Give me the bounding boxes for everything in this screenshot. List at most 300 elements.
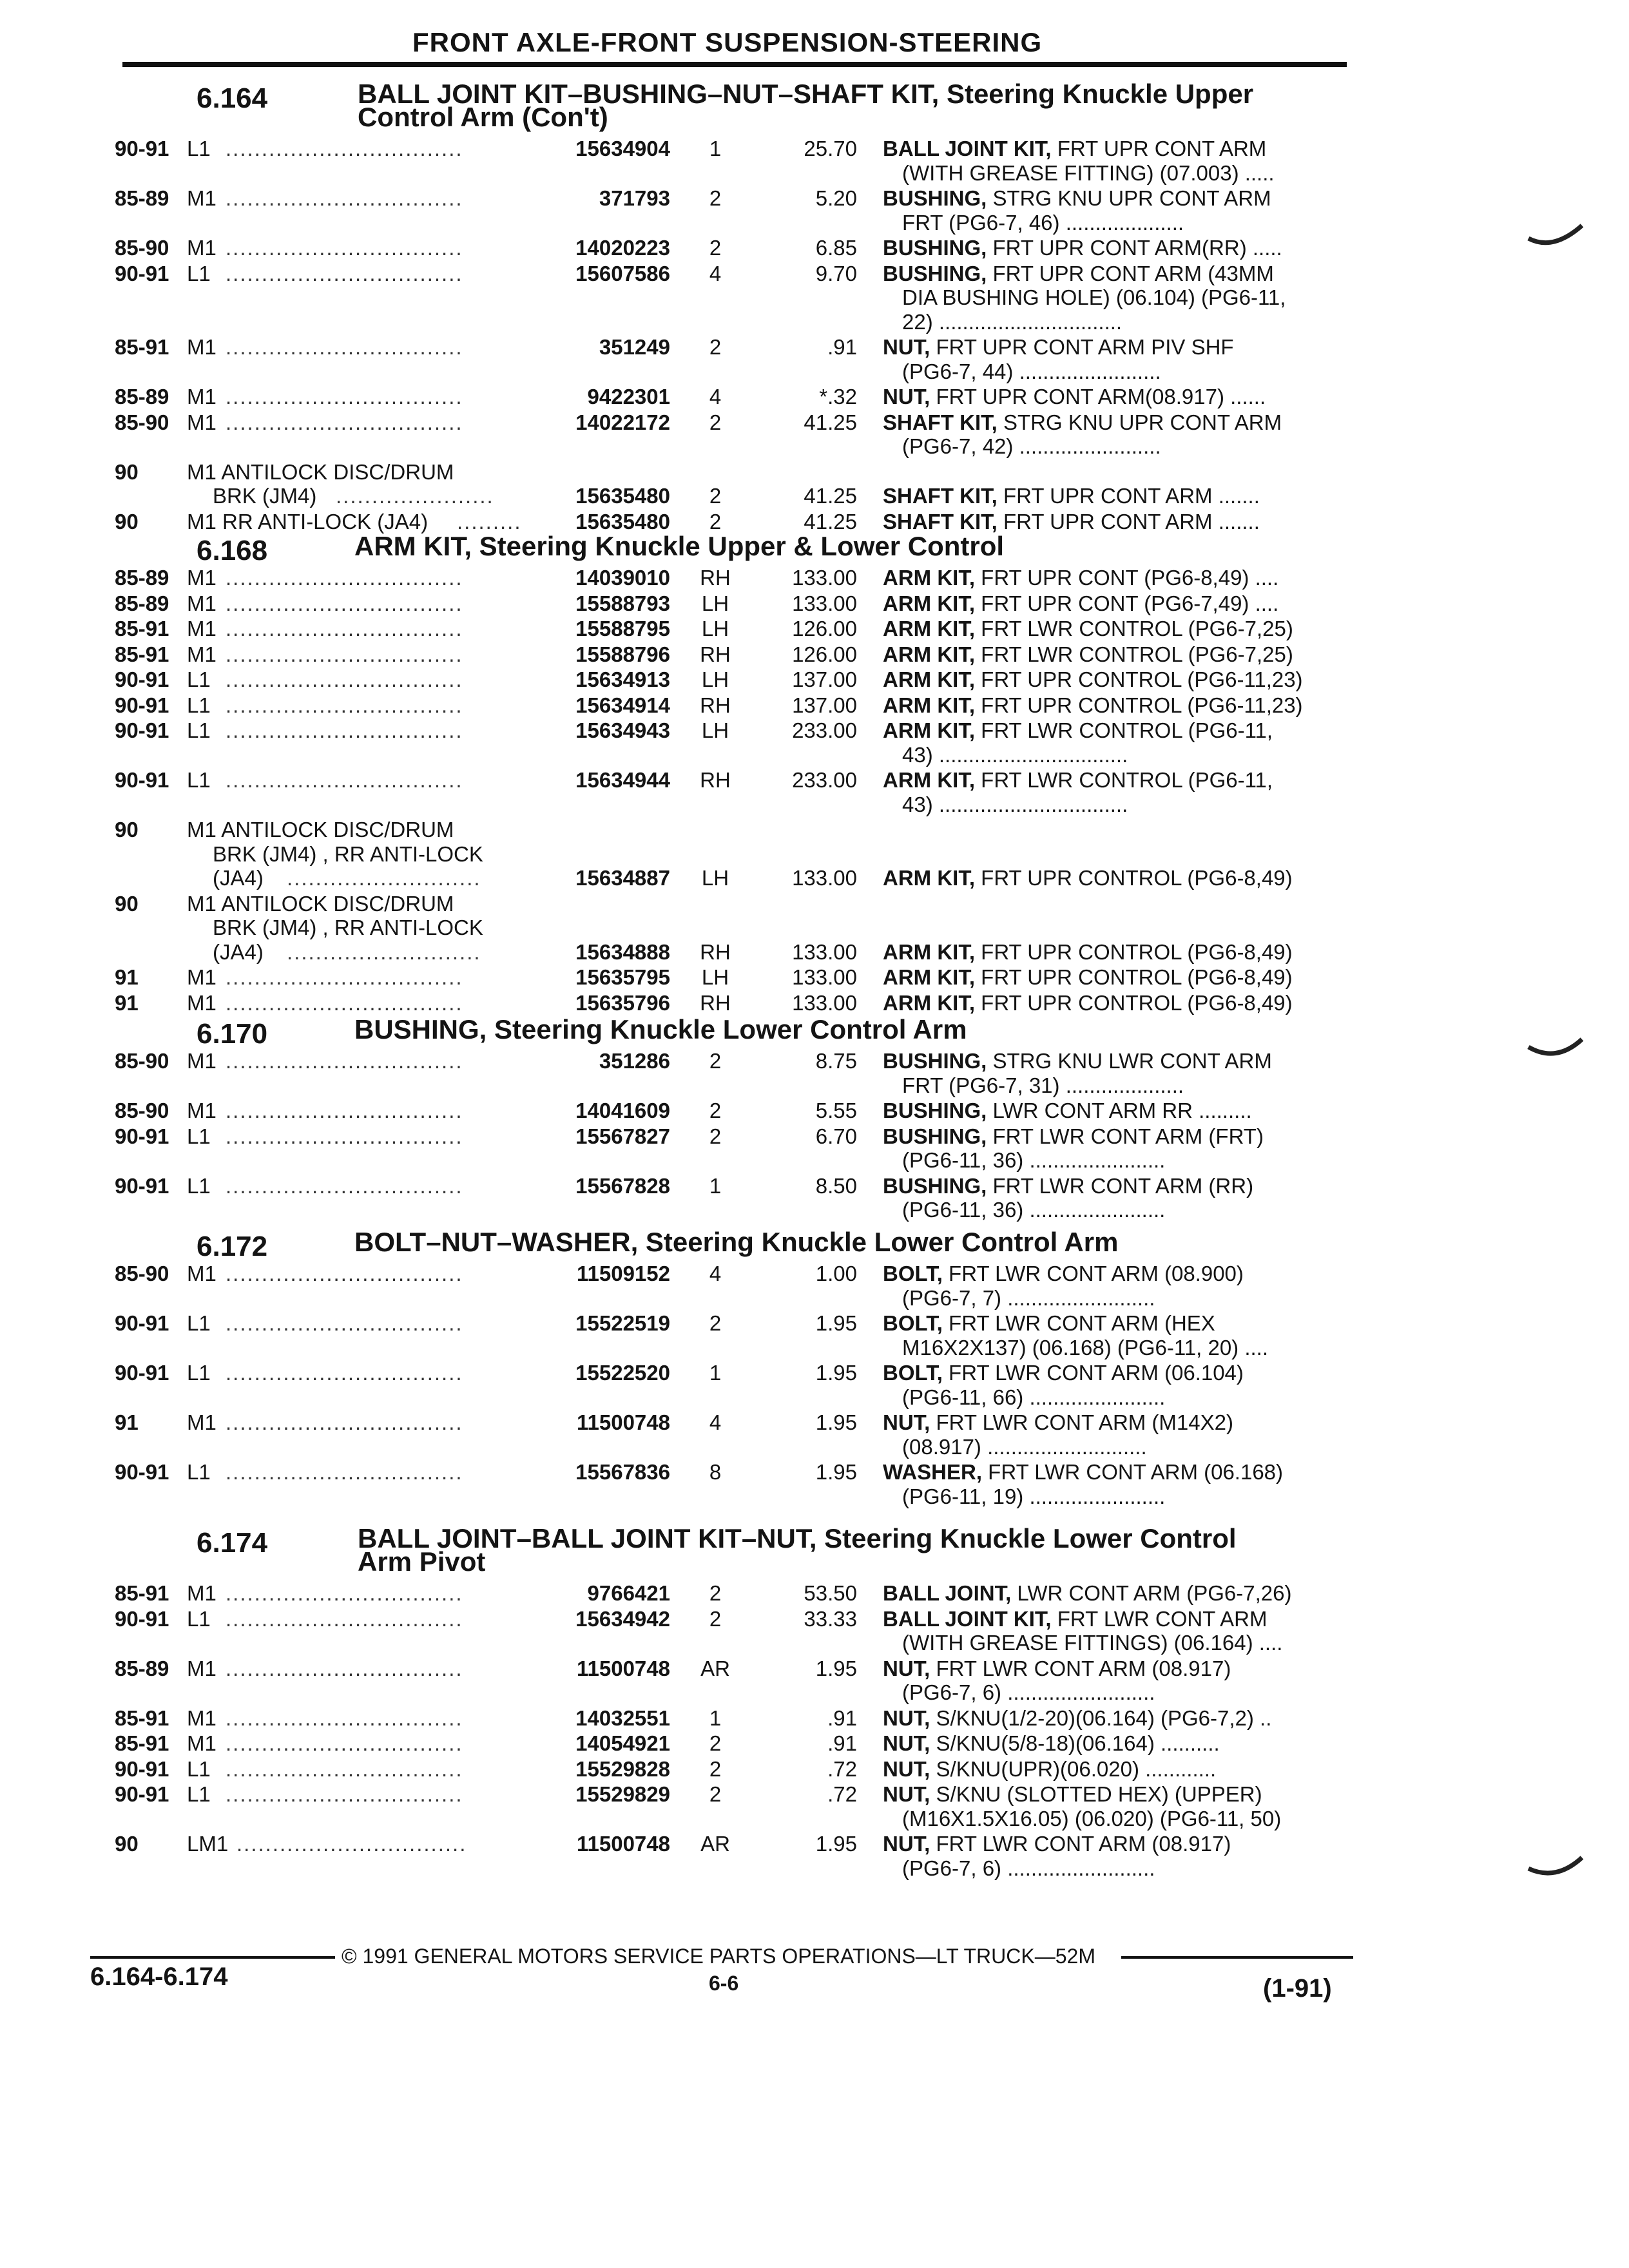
section-title: Control Arm (Con't) bbox=[358, 102, 608, 132]
leader-dots: ................................. bbox=[226, 410, 463, 434]
row-model: M1 bbox=[187, 965, 217, 989]
description-text: FRT (PG6-7, 46) .................... bbox=[902, 210, 1184, 235]
row-description bbox=[883, 236, 1282, 260]
row-description bbox=[883, 1460, 1283, 1484]
description-keyword: ARM KIT, bbox=[883, 693, 975, 717]
row-quantity: AR bbox=[700, 1832, 730, 1856]
leader-dots: ................................. bbox=[226, 385, 463, 408]
description-keyword: SHAFT KIT, bbox=[883, 484, 998, 508]
row-price: 1.95 bbox=[815, 1410, 857, 1434]
description-text: (WITH GREASE FITTINGS) (06.164) .... bbox=[902, 1631, 1283, 1655]
description-text: (M16X1.5X16.05) (06.020) (PG6-11, 50) bbox=[902, 1806, 1282, 1831]
description-text: FRT LWR CONT ARM (FRT) bbox=[987, 1124, 1264, 1148]
description-text: S/KNU(5/8-18)(06.164) .......... bbox=[930, 1731, 1220, 1755]
row-model: M1 ANTILOCK DISC/DRUM bbox=[187, 891, 454, 916]
row-model: L1 bbox=[187, 1311, 211, 1335]
row-price: 133.00 bbox=[792, 965, 857, 989]
row-quantity: 4 bbox=[709, 261, 722, 285]
scan-mark bbox=[1527, 1852, 1585, 1891]
leader-dots: ................................. bbox=[226, 668, 463, 691]
description-text: FRT UPR CONTROL (PG6-8,49) bbox=[975, 990, 1293, 1015]
description-keyword: ARM KIT, bbox=[883, 591, 975, 615]
row-years: 85-90 bbox=[115, 1049, 169, 1073]
row-quantity: 8 bbox=[709, 1460, 722, 1484]
row-quantity: 2 bbox=[709, 1311, 722, 1335]
description-text: FRT LWR CONT ARM bbox=[1051, 1606, 1268, 1631]
row-price: 25.70 bbox=[804, 137, 857, 160]
row-price: 1.00 bbox=[815, 1262, 857, 1285]
row-price: 1.95 bbox=[815, 1656, 857, 1680]
description-text: FRT LWR CONTROL (PG6-11, bbox=[975, 768, 1273, 792]
row-years: 90-91 bbox=[115, 1756, 169, 1781]
row-description bbox=[883, 262, 1274, 285]
description-keyword: NUT, bbox=[883, 1410, 930, 1434]
row-quantity: 2 bbox=[709, 1731, 722, 1755]
row-price: 133.00 bbox=[792, 990, 857, 1015]
description-text: FRT UPR CONT ARM(08.917) ...... bbox=[930, 385, 1266, 408]
row-price: 41.25 bbox=[804, 484, 857, 508]
section-number: 6.168 bbox=[197, 535, 268, 566]
row-model: M1 bbox=[187, 1099, 217, 1122]
description-text: (PG6-11, 66) ....................... bbox=[902, 1385, 1166, 1409]
row-description bbox=[883, 1099, 1252, 1122]
row-part-number: 11500748 bbox=[576, 1832, 670, 1856]
description-text: FRT UPR CONT ARM PIV SHF bbox=[930, 335, 1234, 359]
description-text: STRG KNU UPR CONT ARM bbox=[987, 186, 1271, 210]
row-model: M1 bbox=[187, 385, 217, 408]
description-text: FRT UPR CONT ARM(RR) ..... bbox=[987, 236, 1282, 260]
section-title: BUSHING, Steering Knuckle Lower Control Arm bbox=[354, 1014, 967, 1044]
row-description bbox=[883, 566, 1278, 590]
row-model: M1 bbox=[187, 1262, 217, 1285]
row-part-number: 14039010 bbox=[575, 566, 670, 590]
row-years: 85-90 bbox=[115, 236, 169, 260]
row-description bbox=[883, 768, 1273, 792]
row-description bbox=[883, 1262, 1244, 1285]
row-price: 126.00 bbox=[792, 642, 857, 666]
description-keyword: NUT, bbox=[883, 1756, 930, 1781]
row-description bbox=[883, 410, 1282, 434]
row-price: 53.50 bbox=[804, 1581, 857, 1605]
row-quantity: 1 bbox=[709, 1361, 722, 1385]
row-quantity: 2 bbox=[709, 1782, 722, 1806]
row-price: 5.20 bbox=[815, 186, 857, 210]
description-text: (PG6-11, 36) ....................... bbox=[902, 1198, 1166, 1222]
description-keyword: BOLT, bbox=[883, 1262, 943, 1285]
row-quantity: RH bbox=[700, 693, 731, 717]
row-price: 1.95 bbox=[815, 1311, 857, 1335]
row-price: 133.00 bbox=[792, 866, 857, 890]
row-description bbox=[883, 1757, 1216, 1781]
row-description bbox=[883, 335, 1234, 359]
row-years: 90-91 bbox=[115, 261, 169, 285]
leader-dots: ................................. bbox=[226, 1581, 463, 1605]
description-text: FRT UPR CONT ARM (43MM bbox=[987, 261, 1274, 285]
row-model: BRK (JM4) bbox=[213, 484, 317, 508]
description-keyword: NUT, bbox=[883, 1782, 930, 1806]
row-quantity: 2 bbox=[709, 1099, 722, 1122]
row-years: 90-91 bbox=[115, 1124, 169, 1148]
row-price: .72 bbox=[827, 1756, 857, 1781]
row-description bbox=[883, 642, 1293, 666]
description-text: FRT UPR CONTROL (PG6-11,23) bbox=[975, 668, 1303, 691]
row-years: 90-91 bbox=[115, 1606, 169, 1631]
row-part-number: 15635480 bbox=[575, 484, 670, 508]
row-price: .72 bbox=[827, 1782, 857, 1806]
row-quantity: LH bbox=[701, 965, 729, 989]
row-price: 41.25 bbox=[804, 509, 857, 533]
description-text: FRT LWR CONT ARM (08.917) bbox=[930, 1656, 1231, 1680]
row-price: 233.00 bbox=[792, 718, 857, 742]
page-title: FRONT AXLE-FRONT SUSPENSION-STEERING bbox=[412, 27, 1043, 57]
description-keyword: BOLT, bbox=[883, 1361, 943, 1385]
row-price: 8.75 bbox=[815, 1049, 857, 1073]
row-model: L1 bbox=[187, 668, 211, 691]
row-quantity: 2 bbox=[709, 410, 722, 434]
row-years: 85-89 bbox=[115, 591, 169, 615]
row-quantity: 2 bbox=[709, 484, 722, 508]
row-part-number: 15588793 bbox=[575, 591, 670, 615]
row-quantity: 4 bbox=[709, 1262, 722, 1285]
description-keyword: ARM KIT, bbox=[883, 939, 975, 964]
row-part-number: 371793 bbox=[599, 186, 670, 210]
row-model: L1 bbox=[187, 137, 211, 160]
description-keyword: BUSHING, bbox=[883, 261, 987, 285]
row-model: L1 bbox=[187, 261, 211, 285]
row-quantity: RH bbox=[700, 990, 731, 1015]
description-keyword: NUT, bbox=[883, 1832, 930, 1856]
row-years: 90-91 bbox=[115, 718, 169, 742]
row-price: 1.95 bbox=[815, 1460, 857, 1484]
row-years: 85-91 bbox=[115, 335, 169, 359]
row-part-number: 15567827 bbox=[575, 1124, 670, 1148]
leader-dots: ................................. bbox=[226, 1361, 463, 1385]
leader-dots: ................................. bbox=[226, 1731, 463, 1755]
row-description bbox=[883, 718, 1273, 742]
row-part-number: 15635480 bbox=[575, 509, 670, 533]
description-keyword: NUT, bbox=[883, 1731, 930, 1755]
row-years: 85-91 bbox=[115, 1706, 169, 1730]
leader-dots: ................................. bbox=[226, 1460, 463, 1484]
description-keyword: ARM KIT, bbox=[883, 642, 975, 666]
description-keyword: ARM KIT, bbox=[883, 668, 975, 691]
row-description bbox=[883, 940, 1293, 964]
leader-dots: ........................... bbox=[287, 939, 481, 964]
row-part-number: 15567828 bbox=[575, 1173, 670, 1198]
row-years: 90-91 bbox=[115, 1782, 169, 1806]
row-description bbox=[883, 1410, 1233, 1434]
description-text: FRT LWR CONT ARM (M14X2) bbox=[930, 1410, 1233, 1434]
row-model: M1 bbox=[187, 1410, 217, 1434]
row-quantity: RH bbox=[700, 939, 731, 964]
row-description bbox=[883, 1731, 1220, 1755]
section-title: BALL JOINT KIT–BUSHING–NUT–SHAFT KIT, Steering Knuckle Upper bbox=[358, 79, 1254, 109]
row-model: L1 bbox=[187, 768, 211, 792]
leader-dots: ................................. bbox=[226, 1124, 463, 1148]
row-price: 133.00 bbox=[792, 939, 857, 964]
row-description bbox=[883, 1174, 1253, 1198]
row-price: 33.33 bbox=[804, 1606, 857, 1631]
row-description bbox=[883, 1049, 1272, 1073]
description-text: FRT UPR CONT ARM bbox=[1051, 137, 1267, 160]
description-keyword: ARM KIT, bbox=[883, 965, 975, 989]
footer-page-number: 6-6 bbox=[709, 1972, 739, 1995]
row-part-number: 15634888 bbox=[575, 939, 670, 964]
row-quantity: 1 bbox=[709, 137, 722, 160]
row-part-number: 15634914 bbox=[575, 693, 670, 717]
description-keyword: ARM KIT, bbox=[883, 768, 975, 792]
row-description bbox=[883, 668, 1303, 691]
description-keyword: WASHER, bbox=[883, 1460, 983, 1484]
row-price: 1.95 bbox=[815, 1361, 857, 1385]
description-keyword: ARM KIT, bbox=[883, 990, 975, 1015]
row-price: 1.95 bbox=[815, 1832, 857, 1856]
row-description bbox=[883, 1607, 1268, 1631]
row-description bbox=[883, 965, 1293, 989]
description-text: FRT LWR CONTROL (PG6-11, bbox=[975, 718, 1273, 742]
header-rule bbox=[122, 62, 1347, 67]
row-years: 91 bbox=[115, 965, 139, 989]
description-keyword: NUT, bbox=[883, 1656, 930, 1680]
row-years: 85-89 bbox=[115, 186, 169, 210]
row-price: 5.55 bbox=[815, 1099, 857, 1122]
leader-dots: ................................. bbox=[226, 566, 463, 590]
row-part-number: 11500748 bbox=[576, 1656, 670, 1680]
row-part-number: 15588795 bbox=[575, 617, 670, 640]
description-text: FRT LWR CONT ARM (06.104) bbox=[942, 1361, 1244, 1385]
leader-dots: ................................. bbox=[226, 1173, 463, 1198]
row-description bbox=[883, 866, 1293, 890]
row-model: M1 bbox=[187, 591, 217, 615]
row-years: 85-90 bbox=[115, 1262, 169, 1285]
row-description bbox=[883, 693, 1303, 717]
row-model: M1 bbox=[187, 617, 217, 640]
row-quantity: LH bbox=[701, 668, 729, 691]
description-text: DIA BUSHING HOLE) (06.104) (PG6-11, bbox=[902, 285, 1286, 309]
row-model: L1 bbox=[187, 693, 211, 717]
row-model: M1 bbox=[187, 335, 217, 359]
leader-dots: ................................. bbox=[226, 591, 463, 615]
row-quantity: 4 bbox=[709, 1410, 722, 1434]
row-model: L1 bbox=[187, 1606, 211, 1631]
row-years: 90-91 bbox=[115, 137, 169, 160]
row-model: L1 bbox=[187, 1460, 211, 1484]
row-years: 90 bbox=[115, 1832, 139, 1856]
row-years: 85-91 bbox=[115, 1581, 169, 1605]
row-quantity: 2 bbox=[709, 509, 722, 533]
section-title: BALL JOINT–BALL JOINT KIT–NUT, Steering Knuckle Lower Control bbox=[358, 1523, 1237, 1553]
row-quantity: 1 bbox=[709, 1706, 722, 1730]
row-description bbox=[883, 1311, 1215, 1335]
section-number: 6.172 bbox=[197, 1231, 268, 1262]
description-text: FRT UPR CONT ARM ....... bbox=[997, 484, 1260, 508]
row-years: 90 bbox=[115, 459, 139, 484]
leader-dots: ........................... bbox=[287, 866, 481, 890]
leader-dots: ................................. bbox=[226, 335, 463, 359]
row-price: .91 bbox=[827, 1706, 857, 1730]
row-description bbox=[883, 186, 1271, 210]
description-keyword: SHAFT KIT, bbox=[883, 410, 998, 434]
row-price: 9.70 bbox=[815, 261, 857, 285]
description-text: FRT LWR CONTROL (PG6-7,25) bbox=[975, 642, 1293, 666]
row-model: M1 ANTILOCK DISC/DRUM bbox=[187, 818, 454, 841]
row-price: .91 bbox=[827, 1731, 857, 1755]
row-part-number: 15522519 bbox=[575, 1311, 670, 1335]
description-keyword: BUSHING, bbox=[883, 186, 987, 210]
row-part-number: 15607586 bbox=[575, 261, 670, 285]
description-keyword: NUT, bbox=[883, 1706, 930, 1730]
description-text: (PG6-7, 6) ......................... bbox=[902, 1856, 1155, 1880]
leader-dots: ................................. bbox=[226, 642, 463, 666]
leader-dots: ................................. bbox=[226, 261, 463, 285]
row-model: (JA4) bbox=[213, 939, 264, 964]
description-text: FRT UPR CONTROL (PG6-8,49) bbox=[975, 965, 1293, 989]
row-quantity: AR bbox=[700, 1656, 730, 1680]
row-price: 6.70 bbox=[815, 1124, 857, 1148]
leader-dots: ................................. bbox=[226, 617, 463, 640]
description-keyword: ARM KIT, bbox=[883, 866, 975, 890]
scan-mark bbox=[1527, 1034, 1585, 1073]
description-keyword: BUSHING, bbox=[883, 236, 987, 260]
row-part-number: 14054921 bbox=[575, 1731, 670, 1755]
footer-date: (1-91) bbox=[1263, 1974, 1332, 2003]
row-part-number: 15634913 bbox=[575, 668, 670, 691]
row-description bbox=[883, 1581, 1291, 1605]
row-model: L1 bbox=[187, 1173, 211, 1198]
description-text: FRT UPR CONT (PG6-8,49) .... bbox=[975, 566, 1279, 590]
description-text: FRT UPR CONTROL (PG6-8,49) bbox=[975, 939, 1293, 964]
leader-dots: ................................ bbox=[236, 1832, 467, 1856]
section-title: Arm Pivot bbox=[358, 1546, 486, 1577]
leader-dots: ................................. bbox=[226, 1656, 463, 1680]
description-text: 43) ................................ bbox=[902, 742, 1128, 767]
row-quantity: RH bbox=[700, 566, 731, 590]
row-description bbox=[883, 137, 1266, 160]
description-keyword: BALL JOINT KIT, bbox=[883, 137, 1052, 160]
description-text: STRG KNU LWR CONT ARM bbox=[987, 1049, 1272, 1073]
row-model: M1 bbox=[187, 186, 217, 210]
row-years: 85-89 bbox=[115, 385, 169, 408]
row-years: 85-91 bbox=[115, 642, 169, 666]
row-part-number: 351249 bbox=[599, 335, 670, 359]
row-part-number: 15634943 bbox=[575, 718, 670, 742]
row-years: 85-91 bbox=[115, 1731, 169, 1755]
row-part-number: 11500748 bbox=[576, 1410, 670, 1434]
leader-dots: ................................. bbox=[226, 693, 463, 717]
row-model: M1 bbox=[187, 1049, 217, 1073]
row-years: 85-89 bbox=[115, 1656, 169, 1680]
row-model: M1 bbox=[187, 1581, 217, 1605]
leader-dots: ................................. bbox=[226, 1782, 463, 1806]
description-keyword: BUSHING, bbox=[883, 1124, 987, 1148]
leader-dots: ................................. bbox=[226, 186, 463, 210]
description-text: 22) ............................... bbox=[902, 309, 1123, 334]
row-model: BRK (JM4) , RR ANTI-LOCK bbox=[213, 916, 483, 939]
description-text: (PG6-7, 44) ........................ bbox=[902, 359, 1161, 383]
description-text: (PG6-7, 6) ......................... bbox=[902, 1680, 1155, 1704]
leader-dots: ................................. bbox=[226, 1262, 463, 1285]
description-text: LWR CONT ARM RR ......... bbox=[987, 1099, 1252, 1122]
row-quantity: 2 bbox=[709, 1581, 722, 1605]
description-text: S/KNU (SLOTTED HEX) (UPPER) bbox=[930, 1782, 1262, 1806]
row-quantity: 2 bbox=[709, 1606, 722, 1631]
row-years: 91 bbox=[115, 990, 139, 1015]
row-description bbox=[883, 591, 1278, 615]
row-description bbox=[883, 1832, 1231, 1856]
description-text: (WITH GREASE FITTING) (07.003) ..... bbox=[902, 160, 1275, 185]
row-years: 90 bbox=[115, 891, 139, 916]
section-title: BOLT–NUT–WASHER, Steering Knuckle Lower Control Arm bbox=[354, 1227, 1119, 1257]
row-quantity: 2 bbox=[709, 1124, 722, 1148]
row-part-number: 351286 bbox=[599, 1049, 670, 1073]
description-text: FRT UPR CONTROL (PG6-11,23) bbox=[975, 693, 1303, 717]
description-text: FRT LWR CONT ARM (HEX bbox=[942, 1311, 1215, 1335]
description-keyword: BUSHING, bbox=[883, 1173, 987, 1198]
description-text: (PG6-7, 42) ........................ bbox=[902, 434, 1161, 458]
row-years: 90 bbox=[115, 509, 139, 533]
row-part-number: 15567836 bbox=[575, 1460, 670, 1484]
description-text: (PG6-7, 7) ......................... bbox=[902, 1285, 1155, 1310]
row-model: L1 bbox=[187, 1361, 211, 1385]
row-part-number: 9766421 bbox=[587, 1581, 670, 1605]
leader-dots: ................................. bbox=[226, 1706, 463, 1730]
description-text: LWR CONT ARM (PG6-7,26) bbox=[1011, 1581, 1292, 1605]
leader-dots: ................................. bbox=[226, 1606, 463, 1631]
row-part-number: 15522520 bbox=[575, 1361, 670, 1385]
description-text: (PG6-11, 19) ....................... bbox=[902, 1484, 1166, 1508]
row-model: M1 bbox=[187, 236, 217, 260]
row-description bbox=[883, 1657, 1231, 1680]
leader-dots: ................................. bbox=[226, 965, 463, 989]
row-part-number: 14041609 bbox=[575, 1099, 670, 1122]
description-keyword: BALL JOINT, bbox=[883, 1581, 1012, 1605]
row-part-number: 9422301 bbox=[587, 385, 670, 408]
leader-dots: ................................. bbox=[226, 1099, 463, 1122]
description-keyword: BUSHING, bbox=[883, 1099, 987, 1122]
row-quantity: 2 bbox=[709, 186, 722, 210]
description-keyword: NUT, bbox=[883, 385, 930, 408]
section-title: ARM KIT, Steering Knuckle Upper & Lower Control bbox=[354, 531, 1005, 561]
row-part-number: 15635796 bbox=[575, 990, 670, 1015]
row-years: 90-91 bbox=[115, 693, 169, 717]
row-price: .91 bbox=[827, 335, 857, 359]
row-model: BRK (JM4) , RR ANTI-LOCK bbox=[213, 841, 483, 866]
row-model: L1 bbox=[187, 1124, 211, 1148]
row-years: 90-91 bbox=[115, 1460, 169, 1484]
row-description bbox=[883, 1361, 1244, 1385]
description-text: FRT LWR CONT ARM (RR) bbox=[987, 1173, 1254, 1198]
footer-section-range: 6.164-6.174 bbox=[90, 1963, 228, 1991]
description-keyword: BALL JOINT KIT, bbox=[883, 1606, 1052, 1631]
description-text: FRT LWR CONT ARM (08.900) bbox=[942, 1262, 1244, 1285]
description-text: FRT LWR CONT ARM (08.917) bbox=[930, 1832, 1231, 1856]
leader-dots: ................................. bbox=[226, 137, 463, 160]
description-text: S/KNU(1/2-20)(06.164) (PG6-7,2) .. bbox=[930, 1706, 1272, 1730]
row-years: 85-91 bbox=[115, 617, 169, 640]
row-model: L1 bbox=[187, 718, 211, 742]
row-model: M1 bbox=[187, 642, 217, 666]
row-part-number: 14020223 bbox=[575, 236, 670, 260]
row-description bbox=[883, 991, 1293, 1015]
row-years: 85-90 bbox=[115, 410, 169, 434]
description-text: 43) ................................ bbox=[902, 792, 1128, 816]
row-price: 8.50 bbox=[815, 1173, 857, 1198]
description-text: FRT UPR CONTROL (PG6-8,49) bbox=[975, 866, 1293, 890]
row-years: 85-89 bbox=[115, 566, 169, 590]
row-quantity: 2 bbox=[709, 335, 722, 359]
row-part-number: 15634942 bbox=[575, 1606, 670, 1631]
section-number: 6.174 bbox=[197, 1527, 268, 1559]
